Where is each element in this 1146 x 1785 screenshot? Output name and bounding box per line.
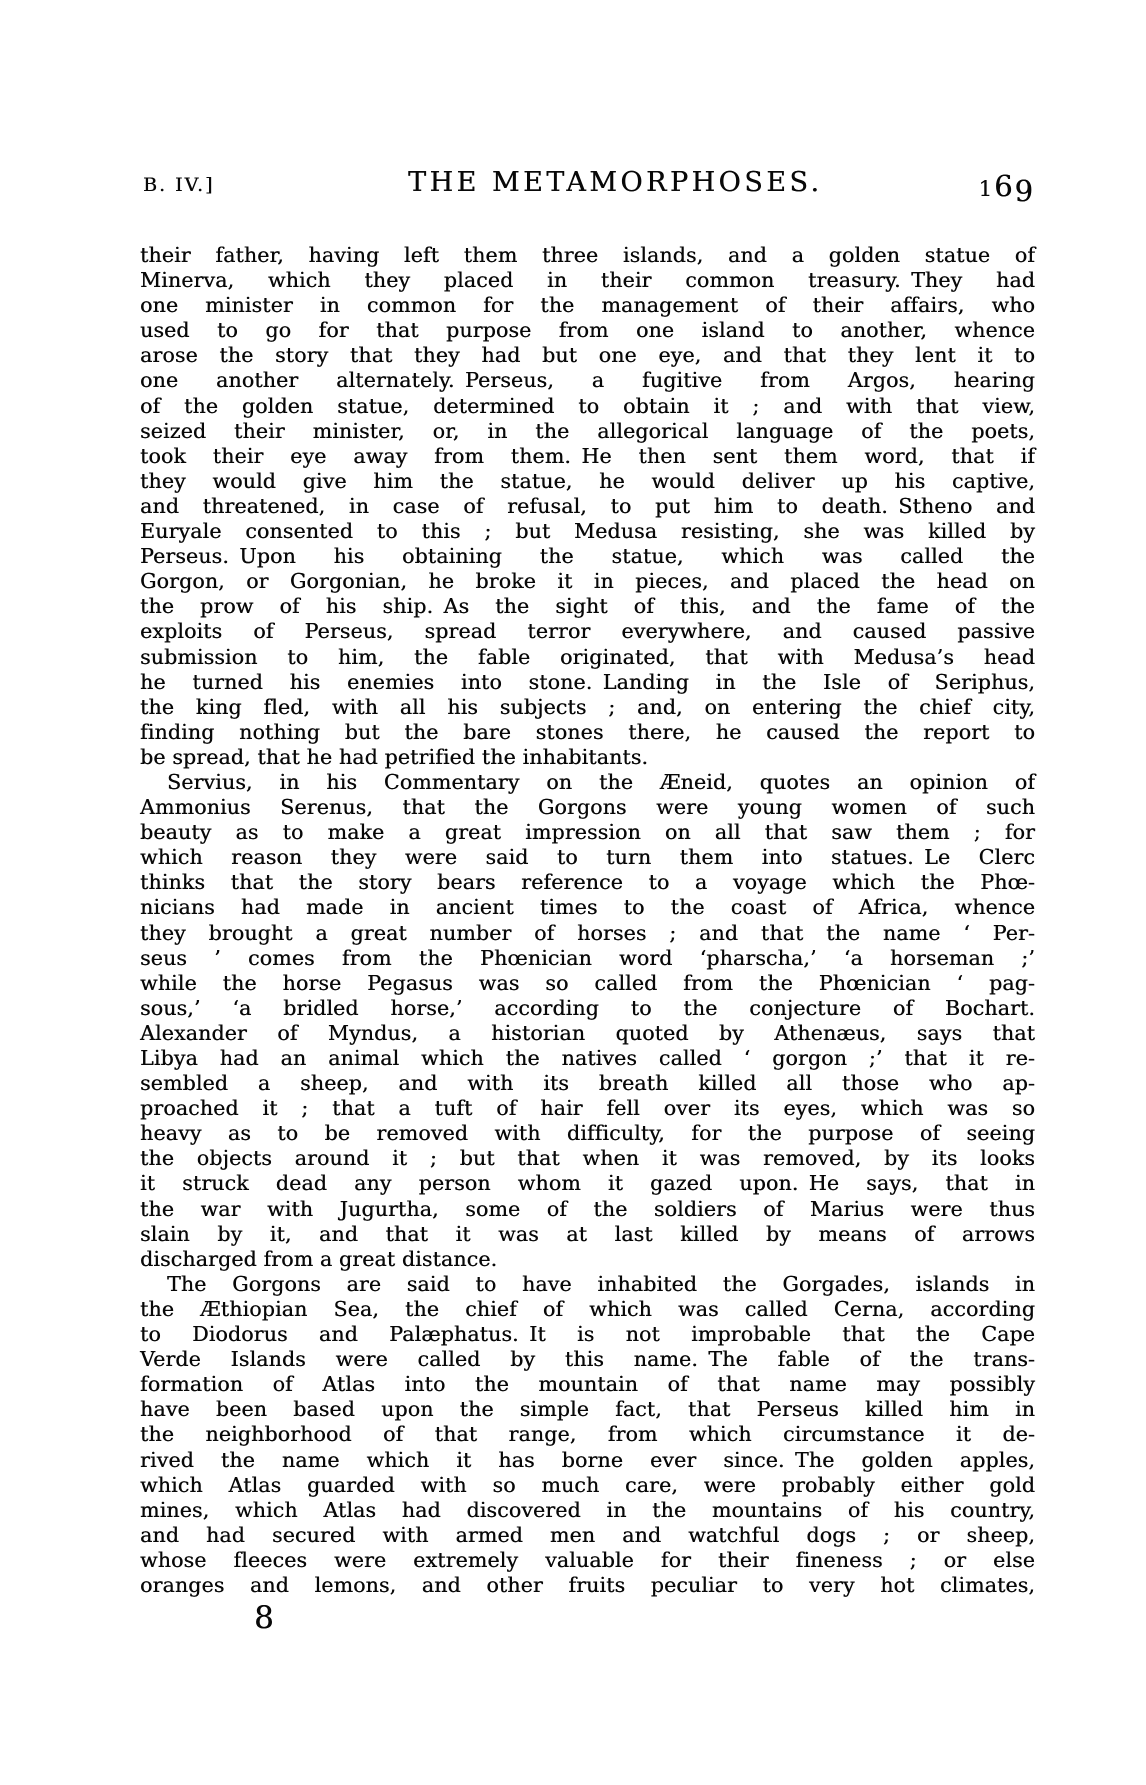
paragraph xyxy=(140,243,1035,770)
page-header xyxy=(140,163,1035,208)
text-line: the war with Jugurtha, some of the soldiers of Marius were thus xyxy=(140,1196,1035,1221)
text-line: rived the name which it has borne ever since. The golden apples, xyxy=(140,1447,1035,1472)
text-line: heavy as to be removed with difficulty, for the purpose of seeing xyxy=(140,1121,1035,1146)
page-body xyxy=(140,243,1035,1598)
text-line: Alexander of Myndus, a historian quoted by Athenæus, says that xyxy=(140,1020,1035,1045)
text-line: which reason they were said to turn them into statues. Le Clerc xyxy=(140,845,1035,870)
text-line: the neighborhood of that range, from which circumstance it de- xyxy=(140,1422,1035,1447)
text-line: have been based upon the simple fact, that Perseus killed him in xyxy=(140,1397,1035,1422)
book-chapter-label: B. IV.] xyxy=(143,174,215,196)
text-line: Verde Islands were called by this name. The fable of the trans- xyxy=(140,1347,1035,1372)
text-line: oranges and lemons, and other fruits peculiar to very hot climates, xyxy=(140,1572,1035,1597)
text-line: The Gorgons are said to have inhabited the Gorgades, islands in xyxy=(167,1271,1035,1296)
text-line: formation of Atlas into the mountain of that name may possibly xyxy=(140,1372,1035,1397)
text-line: be spread, that he had petrified the inhabitants. xyxy=(140,744,649,769)
text-line: thinks that the story bears reference to a voyage which the Phœ- xyxy=(140,870,1035,895)
text-line: which Atlas guarded with so much care, were probably either gold xyxy=(140,1472,1035,1497)
text-line: sembled a sheep, and with its breath killed all those who ap- xyxy=(140,1071,1035,1096)
text-line: he turned his enemies into stone. Landing in the Isle of Seriphus, xyxy=(140,669,1035,694)
text-line: while the horse Pegasus was so called from the Phœnician ‘ pag- xyxy=(140,970,1035,995)
signature-mark: 8 xyxy=(254,1600,274,1636)
text-line: nicians had made in ancient times to the coast of Africa, whence xyxy=(140,895,1035,920)
text-line: the Æthiopian Sea, the chief of which was called Cerna, according xyxy=(140,1296,1035,1321)
running-title: THE METAMORPHOSES. xyxy=(408,167,823,198)
paragraph xyxy=(140,770,1035,1272)
text-line: Gorgon, or Gorgonian, he broke it in pieces, and placed the head on xyxy=(140,569,1035,594)
text-line: finding nothing but the bare stones there, he caused the report to xyxy=(140,719,1035,744)
text-line: beauty as to make a great impression on all that saw them ; for xyxy=(140,820,1035,845)
text-line: mines, which Atlas had discovered in the mountains of his country, xyxy=(140,1497,1035,1522)
text-line: their father, having left them three islands, and a golden statue of xyxy=(140,243,1035,267)
text-line: and had secured with armed men and watchful dogs ; or sheep, xyxy=(140,1522,1035,1547)
text-line: seized their minister, or, in the allegorical language of the poets, xyxy=(140,418,1035,443)
page-number-digit: 9 xyxy=(1014,173,1035,208)
text-line: the objects around it ; but that when it was removed, by its looks xyxy=(140,1146,1035,1171)
text-line: one another alternately. Perseus, a fugitive from Argos, hearing xyxy=(140,368,1035,393)
text-line: the prow of his ship. As the sight of this, and the fame of the xyxy=(140,594,1035,619)
text-line: it struck dead any person whom it gazed upon. He says, that in xyxy=(140,1171,1035,1196)
text-line: slain by it, and that it was at last killed by means of arrows xyxy=(140,1221,1035,1246)
page-number xyxy=(978,169,1035,208)
text-line: they brought a great number of horses ; and that the name ‘ Per- xyxy=(140,920,1035,945)
text-line: sous,’ ‘a bridled horse,’ according to the conjecture of Bochart. xyxy=(140,995,1035,1020)
text-line: they would give him the statue, he would deliver up his captive, xyxy=(140,468,1035,493)
text-line: Euryale consented to this ; but Medusa resisting, she was killed by xyxy=(140,519,1035,544)
text-line: discharged from a great distance. xyxy=(140,1246,498,1271)
text-line: Perseus. Upon his obtaining the statue, which was called the xyxy=(140,544,1035,569)
page-number-digit: 6 xyxy=(994,169,1015,203)
text-line: the king fled, with all his subjects ; and, on entering the chief city, xyxy=(140,694,1035,719)
paragraph xyxy=(140,1272,1035,1598)
text-line: and threatened, in case of refusal, to put him to death. Stheno and xyxy=(140,493,1035,518)
page-number-digit: 1 xyxy=(978,177,995,202)
text-line: proached it ; that a tuft of hair fell over its eyes, which was so xyxy=(140,1096,1035,1121)
text-line: took their eye away from them. He then sent them word, that if xyxy=(140,443,1035,468)
text-line: exploits of Perseus, spread terror everywhere, and caused passive xyxy=(140,619,1035,644)
text-line: arose the story that they had but one eye, and that they lent it to xyxy=(140,343,1035,368)
text-line: seus ’ comes from the Phœnician word ‘pharscha,’ ‘a horseman ;’ xyxy=(140,945,1035,970)
text-line: whose fleeces were extremely valuable for their fineness ; or else xyxy=(140,1547,1035,1572)
text-line: Minerva, which they placed in their common treasury. They had xyxy=(140,268,1035,293)
text-line: submission to him, the fable originated, that with Medusa’s head xyxy=(140,644,1035,669)
text-line: of the golden statue, determined to obtain it ; and with that view, xyxy=(140,393,1035,418)
text-line: one minister in common for the management of their affairs, who xyxy=(140,293,1035,318)
text-line: used to go for that purpose from one island to another, whence xyxy=(140,318,1035,343)
text-line: to Diodorus and Palæphatus. It is not improbable that the Cape xyxy=(140,1322,1035,1347)
text-line: Servius, in his Commentary on the Æneid, quotes an opinion of xyxy=(167,769,1035,794)
text-line: Libya had an animal which the natives called ‘ gorgon ;’ that it re- xyxy=(140,1046,1035,1070)
text-line: Ammonius Serenus, that the Gorgons were young women of such xyxy=(140,795,1035,820)
